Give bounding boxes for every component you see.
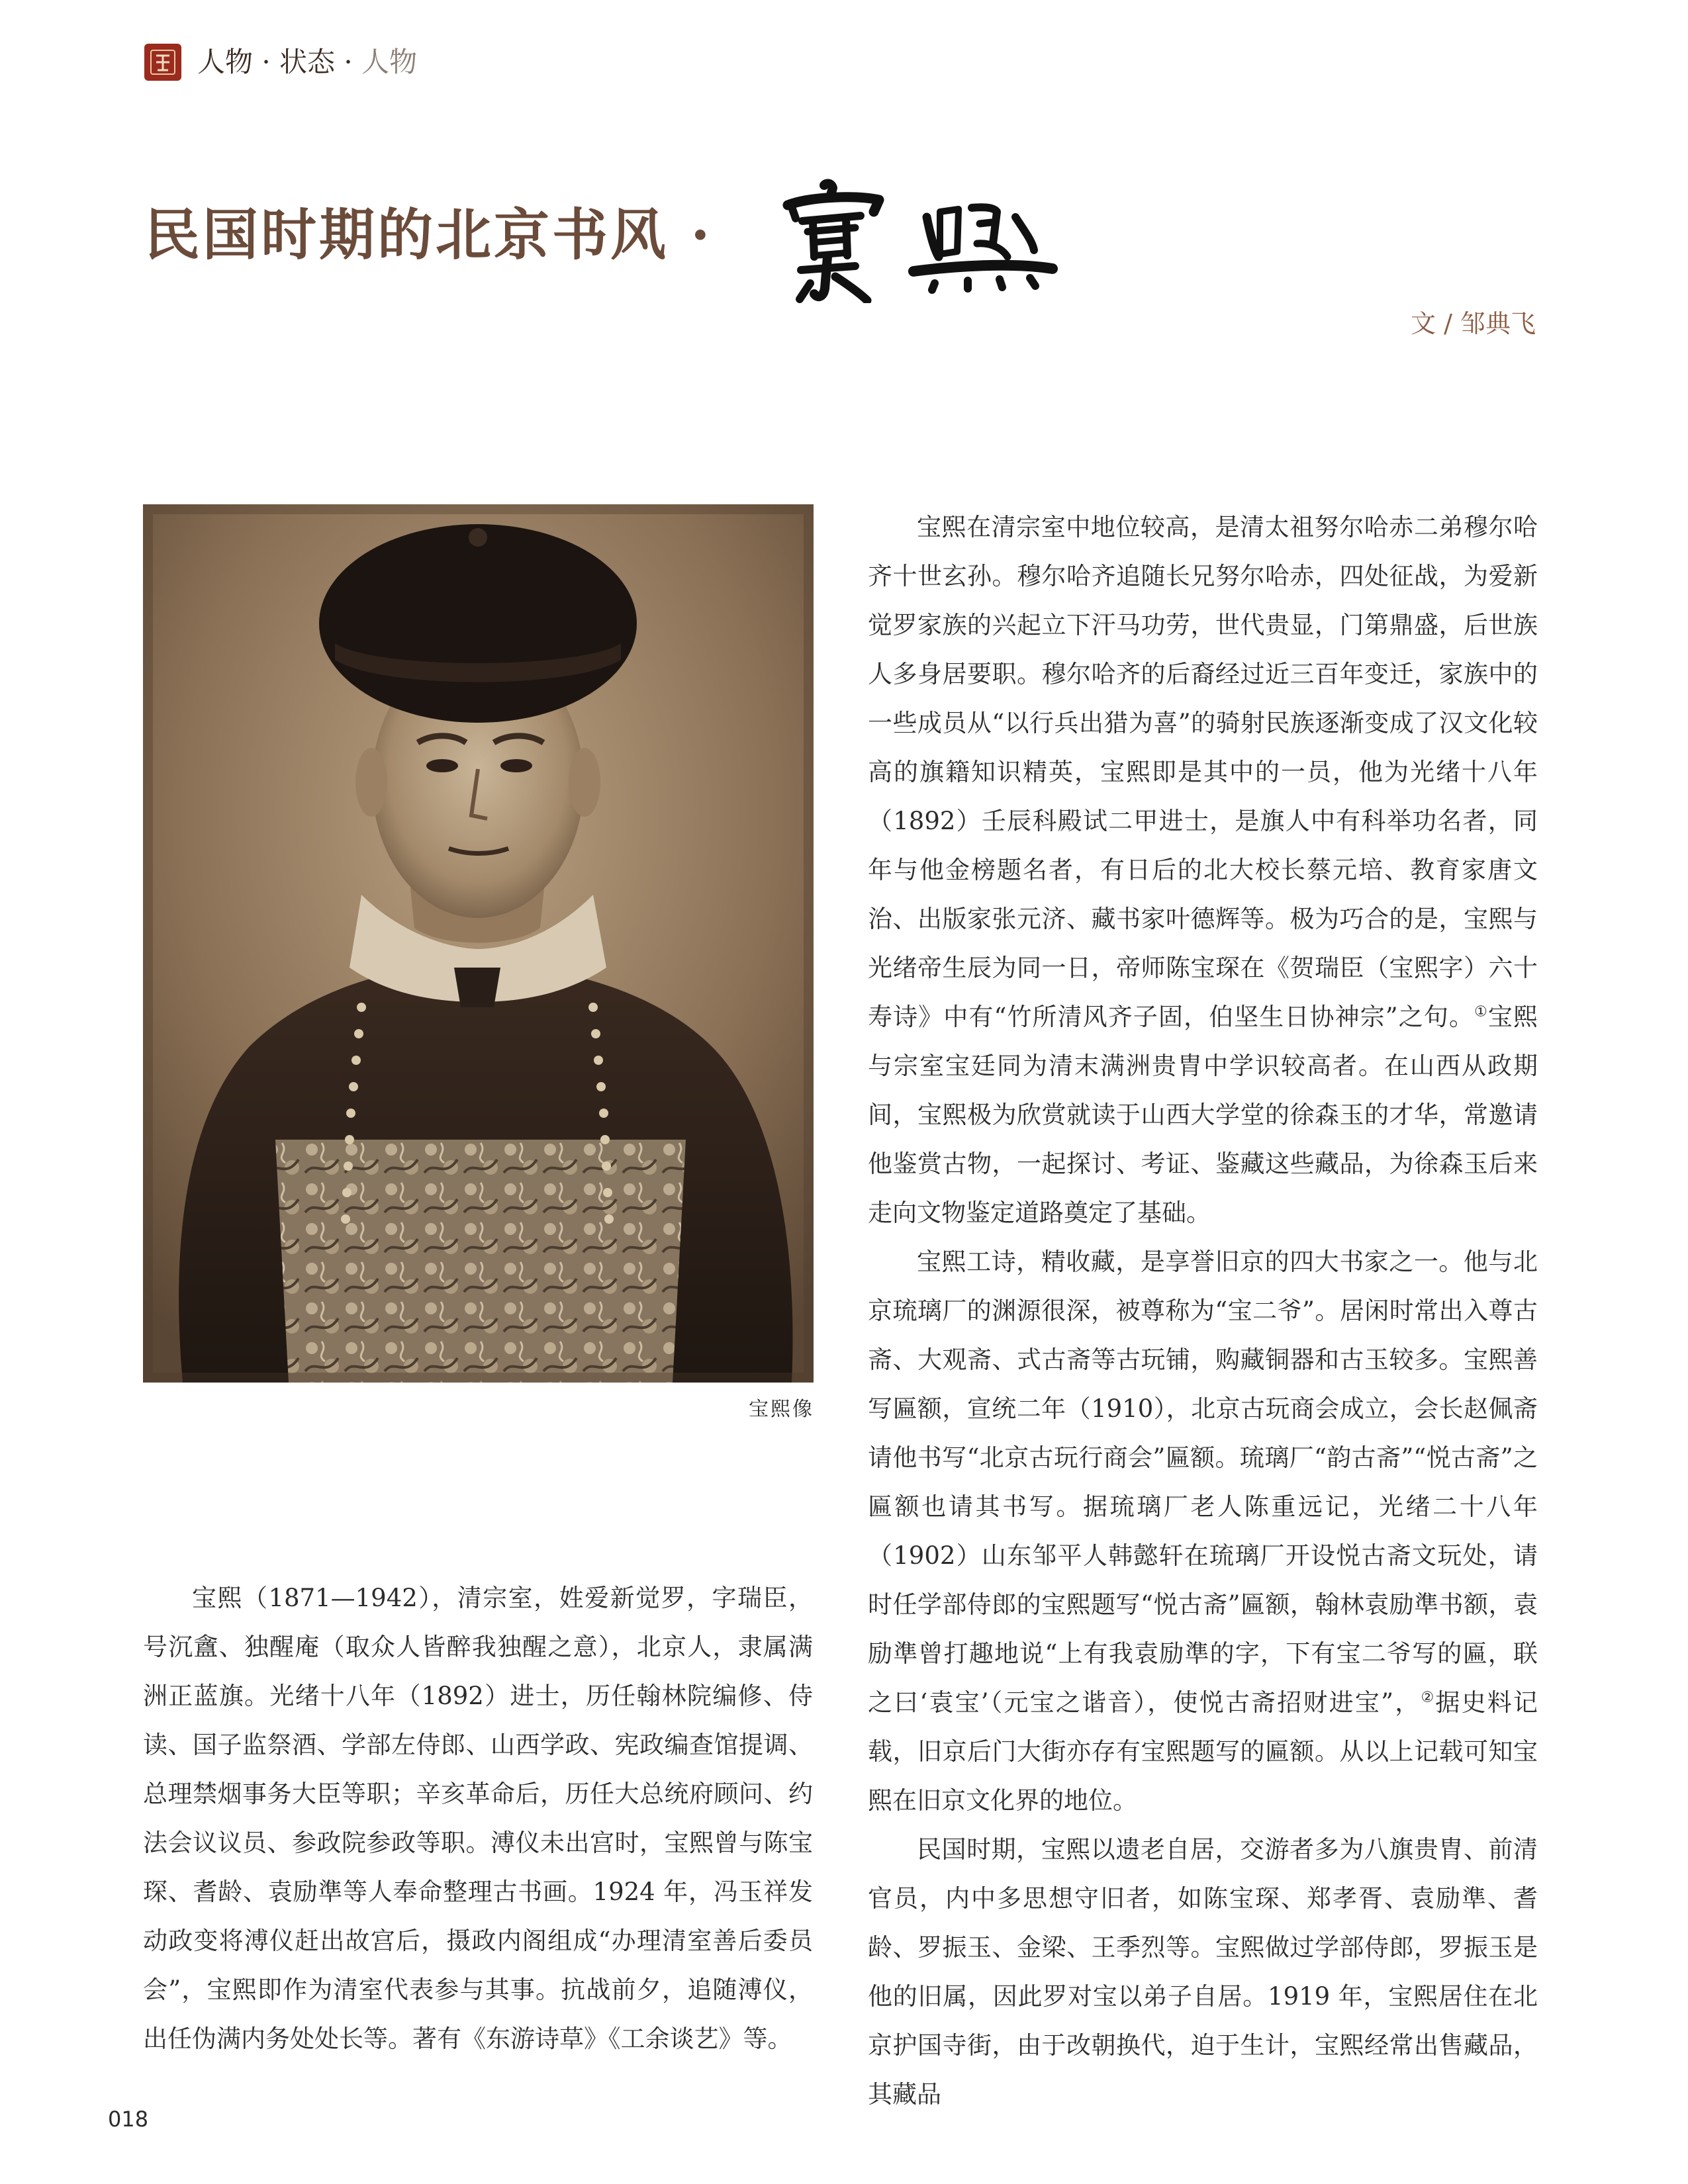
photo-caption: 宝熙像 <box>749 1398 814 1421</box>
section-tag-strong: 人物 · 状态 · <box>197 46 362 78</box>
body-p2-b: 据史料记载，旧京后门大街亦存有宝熙题写的匾额。从以上记载可知宝熙在旧京文化界的地位。 <box>868 1688 1538 1815</box>
page-number: 018 <box>108 2107 149 2132</box>
body-p1-b: 宝熙与宗室宝廷同为清末满洲贵胄中学识较高者。在山西从政期间，宝熙极为欣赏就读于山西大学堂的徐森玉的才华，常邀请他鉴赏古物，一起探讨、考证、鉴藏这些藏品，为徐森玉后来走向文物鉴定道路奠定了基础。 <box>868 1003 1538 1227</box>
bio-column <box>143 1574 813 2064</box>
author-byline: 文 / 邹典飞 <box>1411 309 1536 338</box>
body-p1-a: 宝熙在清宗室中地位较高，是清太祖努尔哈赤二弟穆尔哈齐十世玄孙。穆尔哈齐追随长兄努尔哈赤，四处征战，为爱新觉罗家族的兴起立下汗马功劳，世代贵显，门第鼎盛，后世族人多身居要职。穆尔哈齐的后裔经过近三百年变迁，家族中的一些成员从“以行兵出猎为喜”的骑射民族逐渐变成了汉文化较高的旗籍知识精英，宝熙即是其中的一员，他为光绪十八年（1892）壬辰科殿试二甲进士，是旗人中有科举功名者，同年与他金榜题名者，有日后的北大校长蔡元培、教育家唐文治、出版家张元济、藏书家叶德辉等。极为巧合的是，宝熙与光绪帝生辰为同一日，帝师陈宝琛在《贺瑞臣（宝熙字）六十寿诗》中有“竹所清风齐子固，伯坚生日协神宗”之句。 <box>868 513 1538 1031</box>
section-tag <box>197 41 417 83</box>
body-paragraph-3: 民国时期，宝熙以遗老自居，交游者多为八旗贵胄、前清官员，内中多思想守旧者，如陈宝琛、郑孝胥、袁励準、耆龄、罗振玉、金梁、王季烈等。宝熙做过学部侍郎，罗振玉是他的旧属，因此罗对宝以弟子自居。1919 年，宝熙居住在北京护国寺街，由于改朝换代，迫于生计，宝熙经常出售藏品，其藏品 <box>868 1835 1538 2109</box>
magazine-logo-icon <box>144 44 181 81</box>
body-paragraph-1 <box>868 503 1538 1238</box>
article-title: 民国时期的北京书风 · <box>144 202 713 267</box>
calligraphy-signature <box>761 177 1066 303</box>
body-p2-a: 宝熙工诗，精收藏，是享誉旧京的四大书家之一。他与北京琉璃厂的渊源很深，被尊称为“宝二爷”。居闲时常出入尊古斋、大观斋、式古斋等古玩铺，购藏铜器和古玉较多。宝熙善写匾额，宣统二年（1910），北京古玩商会成立，会长赵佩斋请他书写“北京古玩行商会”匾额。琉璃厂“韵古斋”“悦古斋”之匾额也请其书写。据琉璃厂老人陈重远记，光绪二十八年（1902）山东邹平人韩懿轩在琉璃厂开设悦古斋文玩处，请时任学部侍郎的宝熙题写“悦古斋”匾额，翰林袁励準书额，袁励準曾打趣地说“上有我袁励準的字，下有宝二爷写的匾，联之曰‘袁宝’（元宝之谐音），使悦古斋招财进宝”， <box>868 1248 1538 1717</box>
portrait-photo <box>143 504 814 1383</box>
bio-paragraph: 宝熙（1871—1942），清宗室，姓爱新觉罗，字瑞臣，号沉盦、独醒庵（取众人皆醉我独醒之意），北京人，隶属满洲正蓝旗。光绪十八年（1892）进士，历任翰林院编修、侍读、国子监祭酒、学部左侍郎、山西学政、宪政编查馆提调、总理禁烟事务大臣等职；辛亥革命后，历任大总统府顾问、约法会议议员、参政院参政等职。溥仪未出宫时，宝熙曾与陈宝琛、耆龄、袁励準等人奉命整理古书画。1924 年，冯玉祥发动政变将溥仪赶出故宫后，摄政内阁组成“办理清室善后委员会”，宝熙即作为清室代表参与其事。抗战前夕，追随溥仪，出任伪满内务处处长等。著有《东游诗草》《工余谈艺》等。 <box>143 1584 813 2053</box>
main-text-column <box>868 503 1538 2119</box>
footnote-ref-2: ② <box>1421 1689 1436 1706</box>
footnote-ref-1: ① <box>1474 1003 1488 1021</box>
section-tag-light: 人物 <box>361 46 418 78</box>
body-paragraph-2 <box>868 1238 1538 1825</box>
